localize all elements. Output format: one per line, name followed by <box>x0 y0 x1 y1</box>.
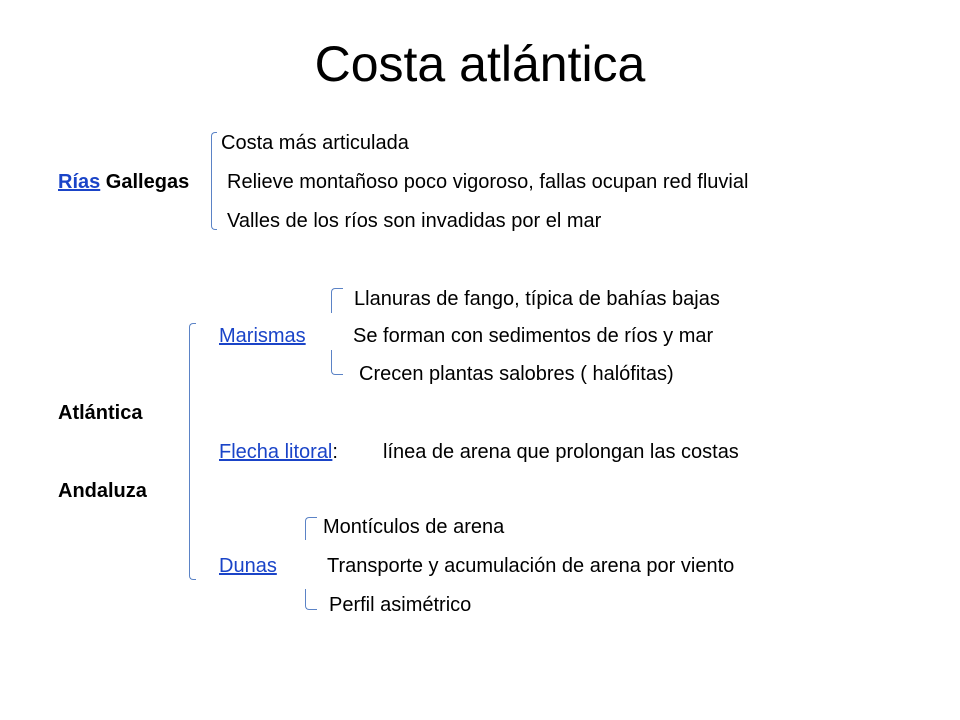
andaluza-label: Andaluza <box>58 480 147 502</box>
slide-title: Costa atlántica <box>314 36 646 92</box>
rias-item-3: Valles de los ríos son invadidas por el mar <box>227 210 602 232</box>
marismas-link-text[interactable]: Marismas <box>219 325 306 347</box>
dunas-link <box>219 553 277 579</box>
flecha-litoral-text: línea de arena que prolongan las costas <box>383 441 739 463</box>
gallegas-text: Gallegas <box>100 171 190 193</box>
marismas-bracket-bottom <box>331 350 343 375</box>
marismas-bracket-top <box>331 288 343 313</box>
rias-gallegas-label <box>58 169 189 195</box>
rias-link[interactable]: Rías <box>58 171 101 193</box>
dunas-bracket-bottom <box>305 589 317 610</box>
rias-bracket <box>211 132 217 230</box>
flecha-separator: : <box>332 441 338 463</box>
marismas-item-2: Se forman con sedimentos de ríos y mar <box>353 325 714 347</box>
dunas-bracket-top <box>305 517 317 540</box>
dunas-link-text[interactable]: Dunas <box>219 555 277 577</box>
dunas-item-3: Perfil asimétrico <box>329 594 472 616</box>
marismas-item-1: Llanuras de fango, típica de bahías bajas <box>354 288 720 310</box>
rias-item-2: Relieve montañoso poco vigoroso, fallas ocupan red fluvial <box>227 171 749 193</box>
marismas-item-3: Crecen plantas salobres ( halófitas) <box>359 363 674 385</box>
marismas-link <box>219 323 306 349</box>
flecha-litoral-link[interactable]: Flecha litoral <box>219 441 333 463</box>
rias-item-1: Costa más articulada <box>221 132 409 154</box>
atlantica-label: Atlántica <box>58 402 143 424</box>
andaluza-bracket <box>189 323 196 580</box>
dunas-item-1: Montículos de arena <box>323 516 505 538</box>
flecha-litoral-row <box>219 439 338 465</box>
dunas-item-2: Transporte y acumulación de arena por viento <box>327 555 735 577</box>
